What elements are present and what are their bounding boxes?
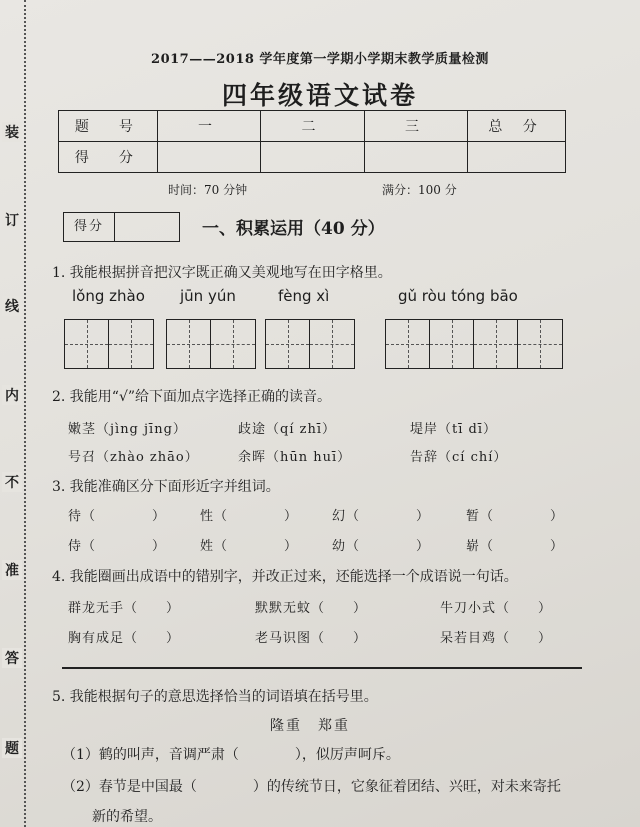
tianzi-cell[interactable] (310, 320, 354, 368)
reading-choice[interactable]: 告辞（cí chí） (410, 450, 508, 465)
question-1: 1. 我能根据拼音把汉字既正确又美观地写在田字格里。 (52, 265, 392, 281)
binding-char: 订 (2, 210, 22, 230)
idiom-correction[interactable]: 默默无蚊（ ） (255, 601, 368, 616)
question-5: 5. 我能根据句子的意思选择恰当的词语填在括号里。 (52, 689, 378, 705)
tianzi-cell[interactable] (211, 320, 255, 368)
section-score-field[interactable] (115, 213, 179, 241)
word-group-blank[interactable]: 性（ ） (200, 509, 299, 524)
score-cell[interactable] (261, 142, 365, 173)
idiom-correction[interactable]: 群龙无手（ ） (68, 601, 181, 616)
word-group-blank[interactable]: 幼（ ） (332, 539, 431, 554)
question-3: 3. 我能准确区分下面形近字并组词。 (52, 479, 280, 495)
binding-dotted-line (24, 0, 26, 827)
word-group-blank[interactable]: 侍（ ） (68, 539, 167, 554)
binding-char: 线 (2, 296, 22, 316)
fill-in-sentence[interactable]: （2）春节是中国最（ ）的传统节日，它象征着团结、兴旺，对未来寄托 (62, 779, 561, 795)
score-cell[interactable] (468, 142, 566, 173)
tianzi-grid[interactable] (166, 319, 256, 369)
score-table-header: 总 分 (468, 111, 566, 142)
fill-in-sentence-continuation: 新的希望。 (92, 809, 162, 825)
question-4: 4. 我能圈画出成语中的错别字，并改正过来，还能选择一个成语说一句话。 (52, 569, 518, 585)
word-choices: 隆重 郑重 (270, 718, 350, 734)
reading-choice[interactable]: 号召（zhào zhāo） (68, 450, 199, 465)
idiom-correction[interactable]: 牛刀小式（ ） (440, 601, 553, 616)
pinyin-label: fèng xì (278, 287, 330, 305)
answer-line[interactable] (62, 667, 582, 669)
binding-char: 不 (2, 472, 22, 492)
section-score-box (63, 212, 180, 242)
question-2: 2. 我能用“√”给下面加点字选择正确的读音。 (52, 389, 332, 405)
tianzi-cell[interactable] (167, 320, 211, 368)
exam-title: 四年级语文试卷 (221, 81, 418, 110)
idiom-correction[interactable]: 老马识图（ ） (255, 631, 368, 646)
tianzi-grid[interactable] (64, 319, 154, 369)
binding-char: 题 (2, 738, 22, 758)
tianzi-cell[interactable] (266, 320, 310, 368)
reading-choice[interactable]: 余晖（hūn huī） (238, 450, 352, 465)
score-table-header: 二 (261, 111, 365, 142)
reading-choice[interactable]: 堤岸（tī dī） (410, 422, 497, 437)
score-table-header: 三 (364, 111, 468, 142)
exam-full-score: 满分：100 分 (382, 183, 457, 197)
tianzi-grid[interactable] (385, 319, 563, 369)
score-cell[interactable] (157, 142, 261, 173)
word-group-blank[interactable]: 幻（ ） (332, 509, 431, 524)
tianzi-cell[interactable] (386, 320, 430, 368)
pinyin-label: lǒng zhào (72, 287, 145, 305)
score-table-header: 一 (157, 111, 261, 142)
tianzi-cell[interactable] (430, 320, 474, 368)
fill-in-sentence[interactable]: （1）鹤的叫声，音调严肃（ ），似厉声呵斥。 (62, 747, 400, 763)
score-cell[interactable] (364, 142, 468, 173)
exam-time: 时间：70 分钟 (168, 183, 248, 197)
reading-choice[interactable]: 嫩茎（jìng jīng） (68, 422, 187, 437)
idiom-correction[interactable]: 呆若目鸡（ ） (440, 631, 553, 646)
binding-char: 装 (2, 122, 22, 142)
section-title: 一、积累运用（40 分） (202, 219, 385, 239)
word-group-blank[interactable]: 待（ ） (68, 509, 167, 524)
pinyin-label: gǔ ròu tóng bāo (398, 287, 518, 305)
binding-char: 内 (2, 385, 22, 405)
pinyin-label: jūn yún (180, 287, 236, 305)
binding-char: 准 (2, 560, 22, 580)
score-table-header: 题 号 (59, 111, 158, 142)
score-table (58, 110, 566, 173)
tianzi-cell[interactable] (109, 320, 153, 368)
binding-char: 答 (2, 648, 22, 668)
word-group-blank[interactable]: 崭（ ） (466, 539, 565, 554)
tianzi-cell[interactable] (65, 320, 109, 368)
exam-subtitle: 2017——2018 学年度第一学期小学期末教学质量检测 (151, 52, 489, 67)
word-group-blank[interactable]: 暂（ ） (466, 509, 565, 524)
word-group-blank[interactable]: 姓（ ） (200, 539, 299, 554)
idiom-correction[interactable]: 胸有成足（ ） (68, 631, 181, 646)
score-table-row-label: 得 分 (59, 142, 158, 173)
tianzi-cell[interactable] (518, 320, 562, 368)
reading-choice[interactable]: 歧途（qí zhī） (238, 422, 336, 437)
section-score-label: 得分 (64, 213, 115, 241)
tianzi-cell[interactable] (474, 320, 518, 368)
tianzi-grid[interactable] (265, 319, 355, 369)
